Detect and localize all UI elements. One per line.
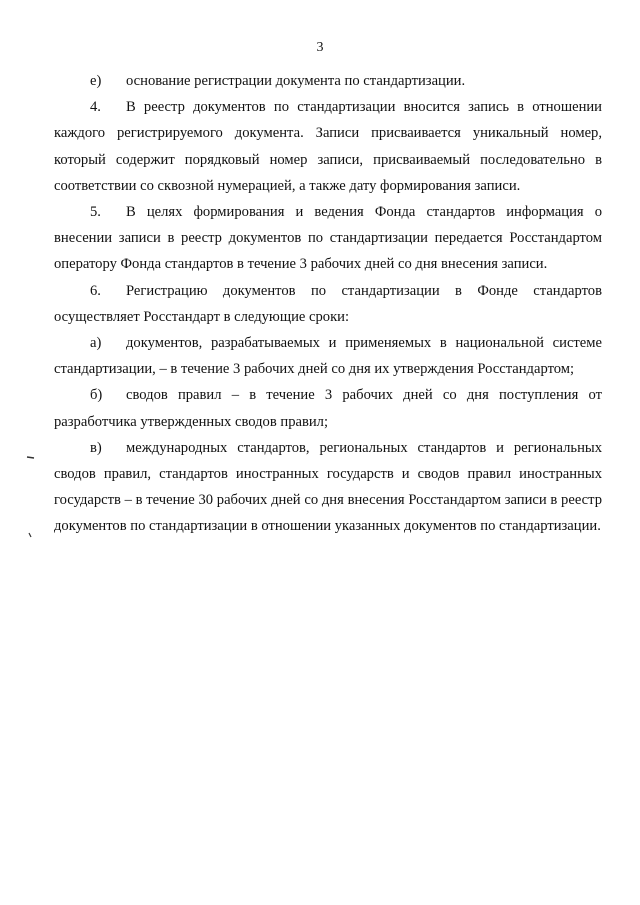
paragraph-text: В целях формирования и ведения Фонда стандартов информация о внесении записи в реестр документов по стандартизации передается Росстандартом оператору Фонда стандартов в течение 3 рабочих дней со дня внесения записи. (54, 204, 602, 273)
paragraph-text: сводов правил – в течение 3 рабочих дней со дня поступления от разработчика утвержденных сводов правил; (54, 387, 602, 430)
scan-mark (26, 454, 36, 460)
page-number: 3 (316, 40, 324, 55)
paragraph-marker: 6. (90, 282, 101, 299)
paragraph-v (54, 435, 602, 540)
paragraph-text: Регистрацию документов по стандартизации в Фонде стандартов осуществляет Росстандарт в следующие сроки: (54, 282, 602, 325)
paragraph-5 (54, 199, 602, 278)
paragraph-text: документов, разрабатываемых и применяемых в национальной системе стандартизации, – в течение 3 рабочих дней со дня их утверждения Росстандартом; (54, 335, 602, 378)
paragraph-a (54, 330, 602, 382)
paragraph-marker: а) (90, 335, 102, 352)
paragraph-e (54, 68, 602, 94)
paragraph-4 (54, 94, 602, 199)
scan-mark (28, 532, 34, 538)
paragraph-marker: 5. (90, 204, 101, 221)
paragraph-text: В реестр документов по стандартизации вносится запись в отношении каждого регистрируемого документа. Записи присваивается уникальный номер, который содержит порядковый номер записи, присваиваемый последовательно в соответствии со сквозной нумерацией, а также дату формирования записи. (54, 99, 602, 194)
paragraph-marker: б) (90, 387, 103, 404)
paragraph-marker: е) (90, 73, 102, 89)
document-body (54, 68, 602, 540)
paragraph-text: международных стандартов, региональных стандартов и региональных сводов правил, стандартов иностранных государств и сводов правил иностранных государств – в течение 30 рабочих дней со дня внесения Росстандартом записи в реестр документов по стандартизации в отношении указанных документов по стандартизации. (54, 439, 602, 535)
paragraph-marker: в) (90, 439, 102, 456)
paragraph-text: основание регистрации документа по стандартизации. (126, 73, 466, 89)
paragraph-b (54, 382, 602, 434)
paragraph-marker: 4. (90, 99, 101, 116)
paragraph-6 (54, 278, 602, 330)
